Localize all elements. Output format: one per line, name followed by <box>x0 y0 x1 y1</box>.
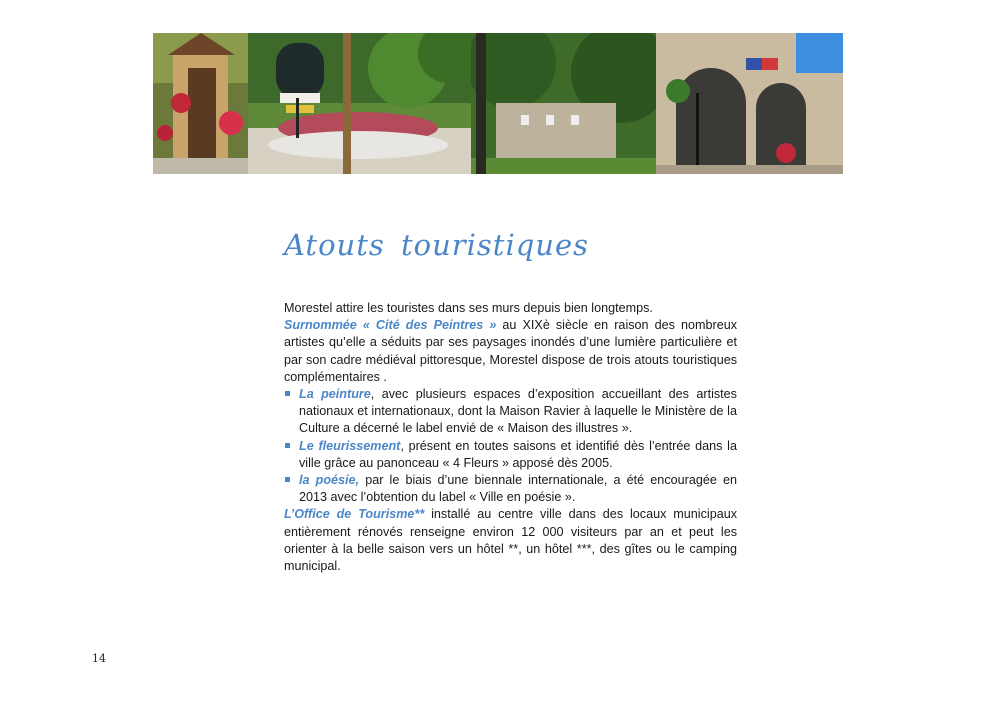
bullet-square-icon <box>285 477 290 482</box>
bullet-square-icon <box>285 391 290 396</box>
list-item-highlight: Le fleurissement <box>299 438 401 453</box>
list-item <box>284 438 737 472</box>
town-sign-flowerbed-photo <box>248 33 471 174</box>
list-item-text: , présent en toutes saisons et identifié dès l’entrée dans la ville grâce au panonceau « 4 Fleurs » apposé dès 2005. <box>299 438 737 470</box>
half-timbered-house-flowers-photo <box>153 33 248 174</box>
list-item-text: , avec plusieurs espaces d’exposition accueillant des artistes nationaux et internationaux, dont la Maison Ravier à laquelle le Ministère de la Culture a décerné le label envié de « Maison des illustres ». <box>299 387 737 436</box>
painters-highlight: Surnommée « Cité des Peintres » <box>284 318 497 333</box>
list-item-highlight: La peinture <box>299 387 371 402</box>
tourist-office-paragraph <box>284 506 737 575</box>
header-photo-strip <box>153 33 843 174</box>
list-item <box>284 472 737 506</box>
painters-paragraph <box>284 317 737 386</box>
list-item <box>284 386 737 438</box>
tourist-office-text: installé au centre ville dans des locaux municipaux entièrement rénovés renseigne environ 12 000 visiteurs par an et peut les orienter à la belle saison vers un hôtel **, un hôtel ***, des gîtes ou le camping municipal. <box>284 507 738 574</box>
bullet-square-icon <box>285 443 290 448</box>
stone-wall-trees-photo <box>471 33 656 174</box>
intro-paragraph: Morestel attire les touristes dans ses murs depuis bien longtemps. <box>284 301 653 315</box>
painters-text: au XIXè siècle en raison des nombreux artistes qu’elle a séduits par ses paysages inondés d’une lumière particulière et par son cadre médiéval pittoresque, Morestel dispose de trois atouts touristiques complémentaires . <box>284 318 737 384</box>
page-number: 14 <box>92 652 106 665</box>
body-text <box>284 300 737 575</box>
tourist-office-highlight: L’Office de Tourisme** <box>284 507 425 522</box>
section-title: Atouts touristiques <box>284 228 590 262</box>
list-item-text: par le biais d’une biennale internationale, a été encouragée en 2013 avec l’obtention du label « Ville en poésie ». <box>299 473 737 505</box>
tourist-office-arcade-photo <box>656 33 843 174</box>
assets-list <box>284 386 737 506</box>
list-item-highlight: la poésie, <box>299 473 360 488</box>
